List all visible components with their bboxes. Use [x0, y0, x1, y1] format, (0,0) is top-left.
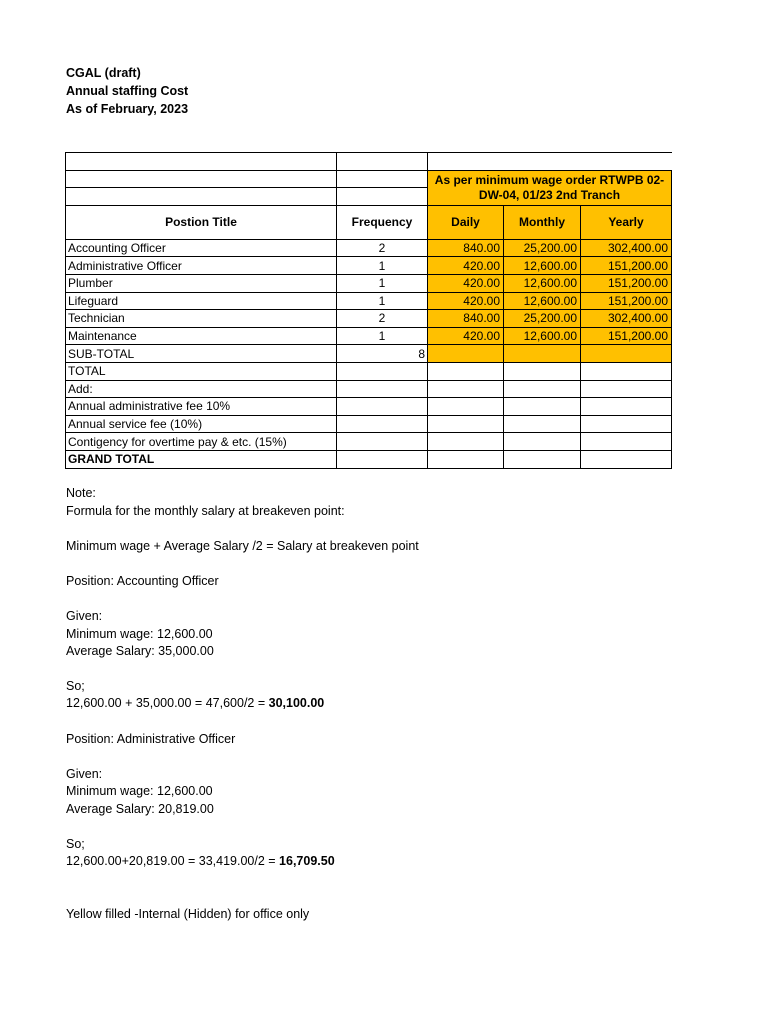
frequency-cell: 2 — [337, 310, 428, 328]
given-1: Given: — [66, 609, 103, 623]
contingency-label: Contigency for overtime pay & etc. (15%) — [66, 433, 337, 451]
table-row — [66, 327, 672, 345]
yearly-cell: 302,400.00 — [581, 310, 672, 328]
table-row-contingency — [66, 433, 672, 451]
calculation-1 — [66, 696, 324, 710]
position-title: Accounting Officer — [66, 239, 337, 257]
position-2: Position: Administrative Officer — [66, 732, 236, 746]
daily-cell: 840.00 — [428, 310, 504, 328]
avg-salary-1: Average Salary: 35,000.00 — [66, 644, 214, 658]
calc-expression-2: 12,600.00+20,819.00 = 33,419.00/2 = — [66, 854, 280, 868]
table-row — [66, 274, 672, 292]
doc-title: CGAL (draft) — [66, 66, 141, 80]
monthly-cell: 12,600.00 — [504, 257, 581, 275]
calc-result-2: 16,709.50 — [279, 854, 335, 868]
table-row — [66, 292, 672, 310]
subtotal-frequency: 8 — [337, 345, 428, 363]
calc-result-1: 30,100.00 — [268, 696, 325, 710]
position-title: Plumber — [66, 274, 337, 292]
daily-cell: 420.00 — [428, 257, 504, 275]
note-label: Note: — [66, 486, 96, 500]
yearly-cell: 151,200.00 — [581, 292, 672, 310]
doc-subtitle: Annual staffing Cost — [66, 84, 189, 98]
formula-title: Formula for the monthly salary at breakeven point: — [66, 504, 345, 518]
doc-date: As of February, 2023 — [66, 102, 189, 116]
grand-total-label: GRAND TOTAL — [66, 450, 337, 468]
table-row — [66, 310, 672, 328]
table-row-admin-fee — [66, 398, 672, 416]
min-wage-2: Minimum wage: 12,600.00 — [66, 784, 213, 798]
monthly-cell: 25,200.00 — [504, 239, 581, 257]
footer-note: Yellow filled -Internal (Hidden) for office only — [66, 907, 310, 921]
calc-expression-1: 12,600.00 + 35,000.00 = 47,600/2 = — [66, 696, 269, 710]
monthly-cell: 12,600.00 — [504, 274, 581, 292]
col-frequency: Frequency — [337, 205, 428, 239]
min-wage-1: Minimum wage: 12,600.00 — [66, 627, 213, 641]
col-yearly: Yearly — [581, 205, 672, 239]
frequency-cell: 2 — [337, 239, 428, 257]
table-row-total — [66, 362, 672, 380]
staffing-cost-table — [65, 152, 672, 469]
monthly-cell: 25,200.00 — [504, 310, 581, 328]
table-row-blank — [66, 153, 672, 171]
daily-cell: 840.00 — [428, 239, 504, 257]
so-2: So; — [66, 837, 85, 851]
yearly-cell: 151,200.00 — [581, 257, 672, 275]
add-label: Add: — [66, 380, 337, 398]
avg-salary-2: Average Salary: 20,819.00 — [66, 802, 214, 816]
document-header — [66, 64, 188, 118]
table-row-subtotal — [66, 345, 672, 363]
admin-fee-label: Annual administrative fee 10% — [66, 398, 337, 416]
table-row-group-header — [66, 170, 672, 188]
table-column-headers — [66, 205, 672, 239]
table-row — [66, 257, 672, 275]
frequency-cell: 1 — [337, 327, 428, 345]
calculation-2 — [66, 854, 335, 868]
service-fee-label: Annual service fee (10%) — [66, 415, 337, 433]
table-row — [66, 239, 672, 257]
daily-cell: 420.00 — [428, 327, 504, 345]
yearly-cell: 151,200.00 — [581, 274, 672, 292]
col-position-title: Postion Title — [66, 205, 337, 239]
position-title: Administrative Officer — [66, 257, 337, 275]
so-1: So; — [66, 679, 85, 693]
yearly-cell: 302,400.00 — [581, 239, 672, 257]
yearly-cell: 151,200.00 — [581, 327, 672, 345]
position-1: Position: Accounting Officer — [66, 574, 219, 588]
position-title: Technician — [66, 310, 337, 328]
position-title: Lifeguard — [66, 292, 337, 310]
subtotal-label: SUB-TOTAL — [66, 345, 337, 363]
col-monthly: Monthly — [504, 205, 581, 239]
frequency-cell: 1 — [337, 257, 428, 275]
daily-cell: 420.00 — [428, 274, 504, 292]
monthly-cell: 12,600.00 — [504, 327, 581, 345]
table-row-service-fee — [66, 415, 672, 433]
frequency-cell: 1 — [337, 274, 428, 292]
frequency-cell: 1 — [337, 292, 428, 310]
table-row-add — [66, 380, 672, 398]
given-2: Given: — [66, 767, 103, 781]
col-daily: Daily — [428, 205, 504, 239]
daily-cell: 420.00 — [428, 292, 504, 310]
monthly-cell: 12,600.00 — [504, 292, 581, 310]
table-row-grand-total — [66, 450, 672, 468]
formula-text: Minimum wage + Average Salary /2 = Salary at breakeven point — [66, 539, 419, 553]
position-title: Maintenance — [66, 327, 337, 345]
wage-order-header: As per minimum wage order RTWPB 02-DW-04, 01/23 2nd Tranch — [428, 170, 672, 205]
total-label: TOTAL — [66, 362, 337, 380]
